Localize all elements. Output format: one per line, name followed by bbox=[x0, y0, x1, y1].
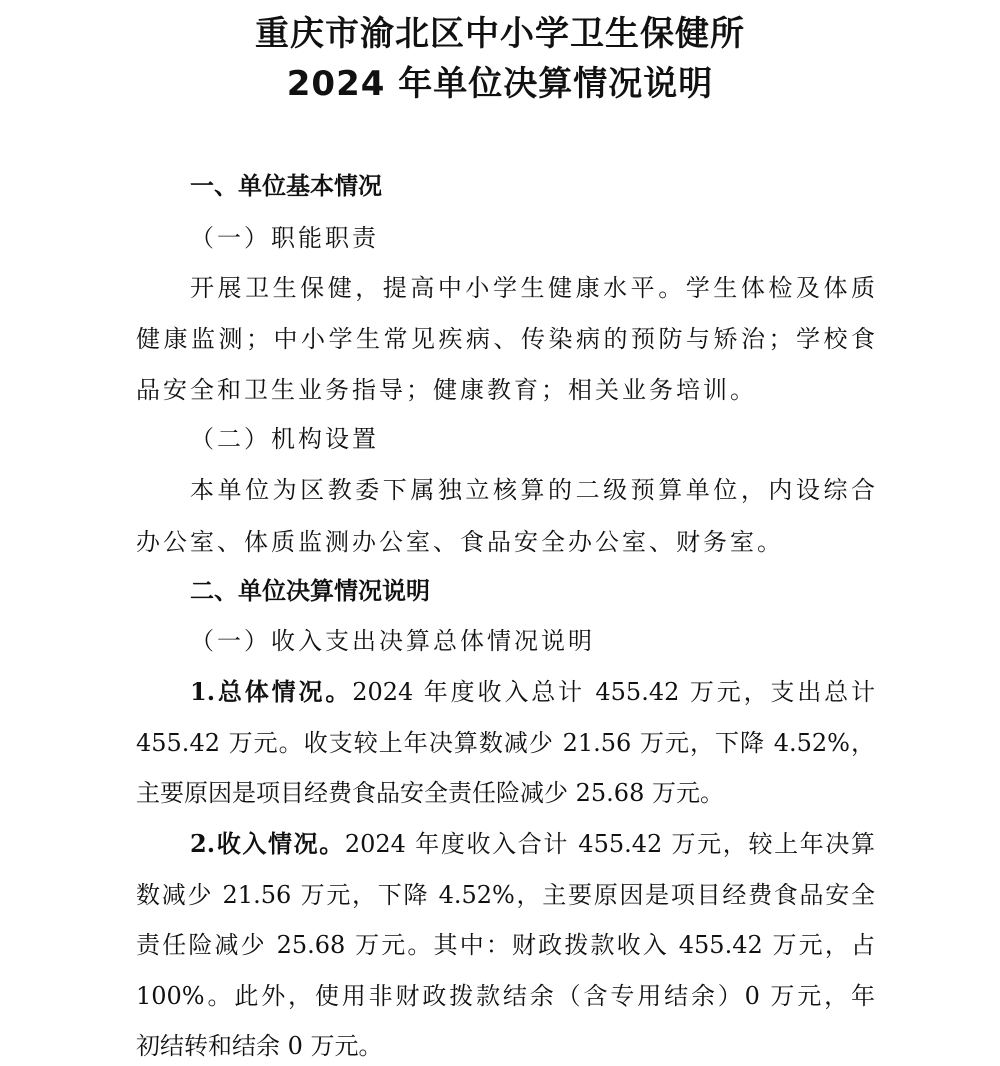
section1-sub1-line1: 开展卫生保健，提高中小学生健康水平。学生体检及体质 bbox=[190, 274, 875, 302]
document-title-line1: 重庆市渝北区中小学卫生保健所 bbox=[255, 14, 745, 54]
item2-line3: 责任险减少 25.68 万元。其中：财政拨款收入 455.42 万元，占 bbox=[136, 931, 875, 959]
section1-sub2-line1: 本单位为区教委下属独立核算的二级预算单位，内设综合 bbox=[190, 476, 875, 504]
section1-sub2-heading: （二）机构设置 bbox=[190, 425, 379, 453]
item2-line5: 初结转和结余 0 万元。 bbox=[136, 1032, 383, 1060]
section1-sub1-line3: 品安全和卫生业务指导；健康教育；相关业务培训。 bbox=[136, 376, 757, 404]
section2-sub1-heading: （一）收入支出决算总体情况说明 bbox=[190, 627, 595, 655]
item2-line1-text: 2024 年度收入合计 455.42 万元，较上年决算 bbox=[344, 830, 875, 858]
item2-label: 2.收入情况。 bbox=[190, 829, 345, 858]
section1-heading: 一、单位基本情况 bbox=[190, 172, 382, 200]
document-title-line2: 2024 年单位决算情况说明 bbox=[286, 64, 714, 104]
item2-line4: 100%。此外，使用非财政拨款结余（含专用结余）0 万元，年 bbox=[136, 982, 875, 1010]
item1-line1 bbox=[190, 674, 875, 710]
item1-line3: 主要原因是项目经费食品安全责任险减少 25.68 万元。 bbox=[136, 779, 724, 807]
section2-heading: 二、单位决算情况说明 bbox=[190, 577, 430, 605]
section1-sub1-line2: 健康监测；中小学生常见疾病、传染病的预防与矫治；学校食 bbox=[136, 325, 875, 353]
section1-sub2-line2: 办公室、体质监测办公室、食品安全办公室、财务室。 bbox=[136, 528, 784, 556]
section1-sub1-heading: （一）职能职责 bbox=[190, 224, 379, 252]
item1-label: 1.总体情况。 bbox=[190, 677, 353, 706]
item2-line2: 数减少 21.56 万元，下降 4.52%，主要原因是项目经费食品安全 bbox=[136, 881, 875, 909]
item1-line1-text: 2024 年度收入总计 455.42 万元，支出总计 bbox=[352, 678, 875, 706]
item1-line2: 455.42 万元。收支较上年决算数减少 21.56 万元，下降 4.52%， bbox=[136, 729, 875, 757]
item2-line1 bbox=[190, 826, 875, 862]
